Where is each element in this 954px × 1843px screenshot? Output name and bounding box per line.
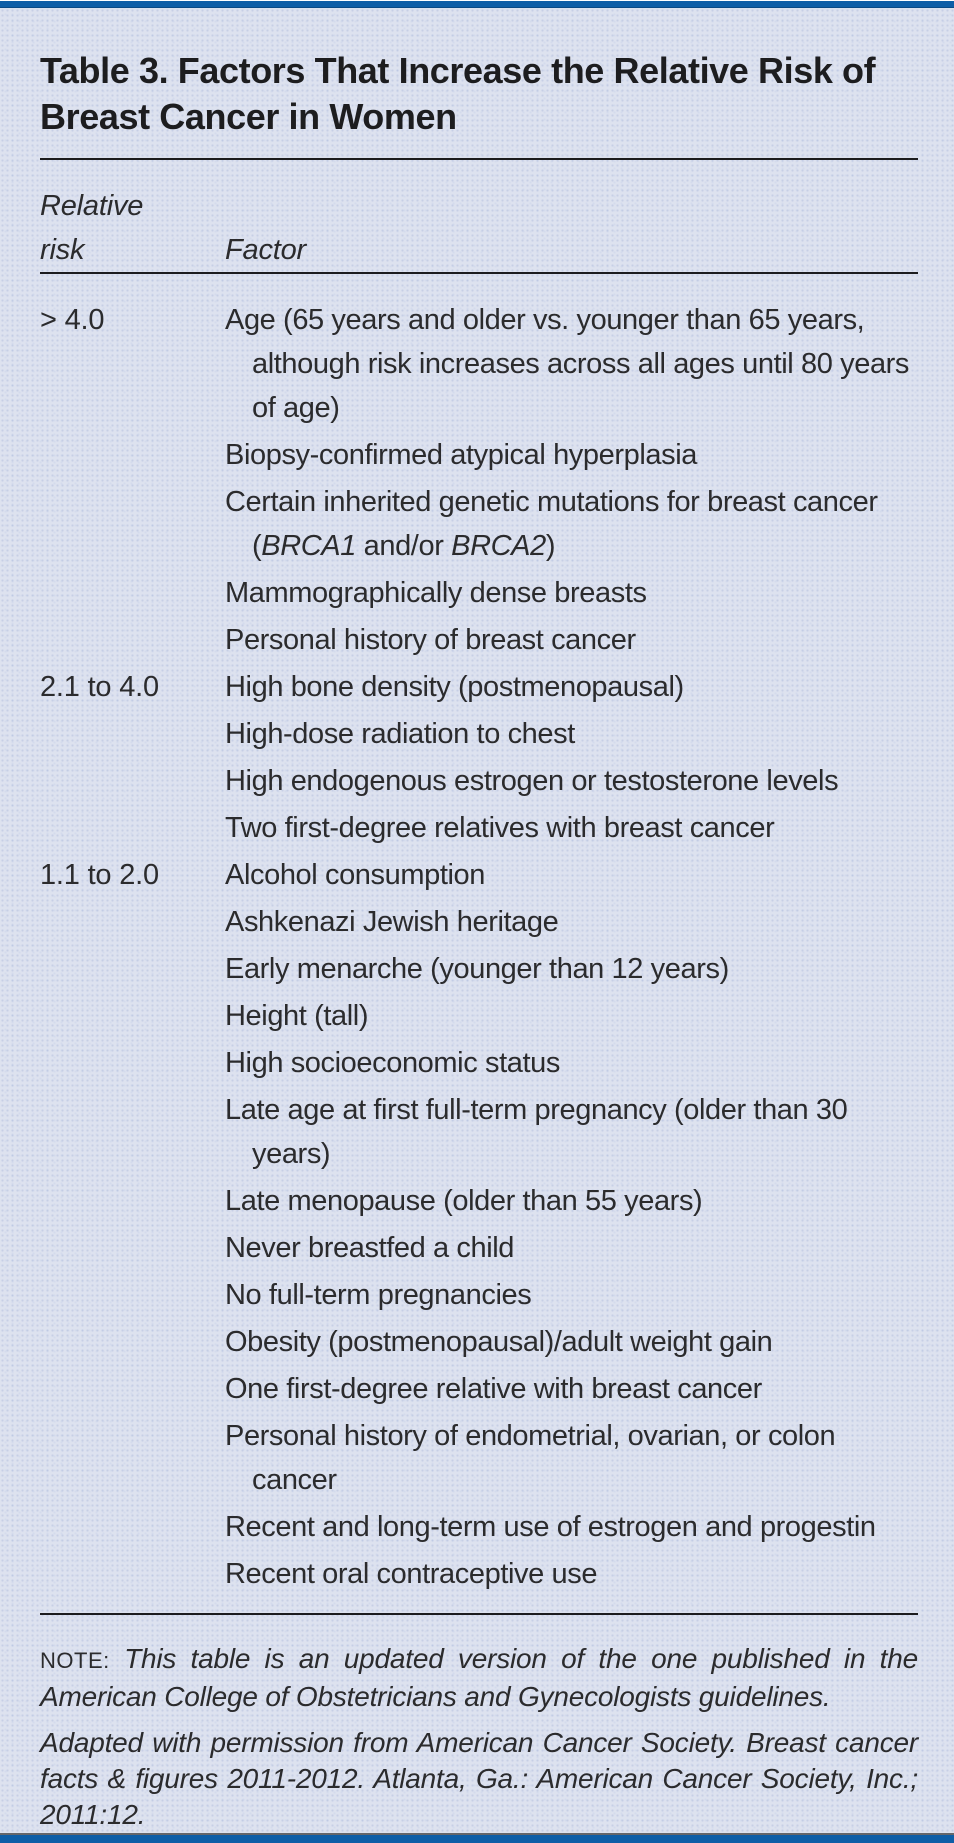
factor-item: High endogenous estrogen or testosterone levels bbox=[225, 764, 839, 797]
factor-item: Recent oral contraceptive use bbox=[225, 1557, 598, 1590]
factor-list bbox=[225, 665, 918, 853]
table-title: Table 3. Factors That Increase the Relative Risk of Breast Cancer in Women bbox=[40, 49, 876, 137]
factor-item: Mammographically dense breasts bbox=[225, 576, 647, 609]
table-header-row bbox=[40, 184, 918, 272]
risk-value: 2.1 to 4.0 bbox=[40, 670, 159, 703]
column-header-relative-risk: Relative risk bbox=[40, 189, 144, 266]
footer-rule bbox=[40, 1613, 918, 1615]
factor-item: Recent and long-term use of estrogen and progestin bbox=[225, 1510, 876, 1543]
footer-note bbox=[40, 1641, 918, 1715]
top-divider-bar bbox=[0, 1, 954, 8]
header-rule-top bbox=[40, 158, 918, 160]
factor-item: Personal history of endometrial, ovarian, or colon cancer bbox=[225, 1419, 836, 1496]
factor-list bbox=[225, 853, 918, 1599]
factor-item: Alcohol consumption bbox=[225, 858, 485, 891]
risk-group-row bbox=[40, 853, 918, 1599]
factor-item: Obesity (postmenopausal)/adult weight gain bbox=[225, 1325, 773, 1358]
factor-list bbox=[225, 298, 918, 665]
factor-item: Height (tall) bbox=[225, 999, 369, 1032]
factor-item: Early menarche (younger than 12 years) bbox=[225, 952, 729, 985]
factor-item: Personal history of breast cancer bbox=[225, 623, 636, 656]
risk-value: > 4.0 bbox=[40, 303, 105, 336]
table-card bbox=[0, 8, 954, 1833]
note-label: NOTE: bbox=[40, 1647, 110, 1673]
factor-item: Biopsy-confirmed atypical hyperplasia bbox=[225, 438, 697, 471]
column-header-factor: Factor bbox=[225, 233, 306, 266]
factor-item: No full-term pregnancies bbox=[225, 1278, 532, 1311]
factor-item: One first-degree relative with breast cancer bbox=[225, 1372, 762, 1405]
factor-item: Age (65 years and older vs. younger than 65 years, although risk increases across all ages until 80 years of age) bbox=[225, 303, 910, 424]
risk-value: 1.1 to 2.0 bbox=[40, 858, 159, 891]
factor-item: Never breastfed a child bbox=[225, 1231, 515, 1264]
bottom-divider-bar bbox=[0, 1833, 954, 1843]
risk-group-row bbox=[40, 665, 918, 853]
factor-item: Late menopause (older than 55 years) bbox=[225, 1184, 703, 1217]
footer-source: Adapted with permission from American Cancer Society. Breast cancer facts & figures 2011-2012. Atlanta, Ga.: American Cancer Society, Inc.; 2011:12. bbox=[40, 1726, 918, 1830]
factor-item: High bone density (postmenopausal) bbox=[225, 670, 684, 703]
header-rule-bottom bbox=[40, 272, 918, 274]
factor-item: Two first-degree relatives with breast cancer bbox=[225, 811, 775, 844]
factor-item: Certain inherited genetic mutations for breast cancer (BRCA1 and/or BRCA2) bbox=[225, 485, 878, 562]
note-text: This table is an updated version of the one published in the American College of Obstetricians and Gynecologists guidelines. bbox=[40, 1642, 918, 1712]
factor-item: Late age at first full-term pregnancy (older than 30 years) bbox=[225, 1093, 848, 1170]
risk-group-row bbox=[40, 298, 918, 665]
factor-item: High socioeconomic status bbox=[225, 1046, 560, 1079]
factor-item: Ashkenazi Jewish heritage bbox=[225, 905, 559, 938]
table-body bbox=[40, 298, 918, 1599]
factor-item: High-dose radiation to chest bbox=[225, 717, 575, 750]
